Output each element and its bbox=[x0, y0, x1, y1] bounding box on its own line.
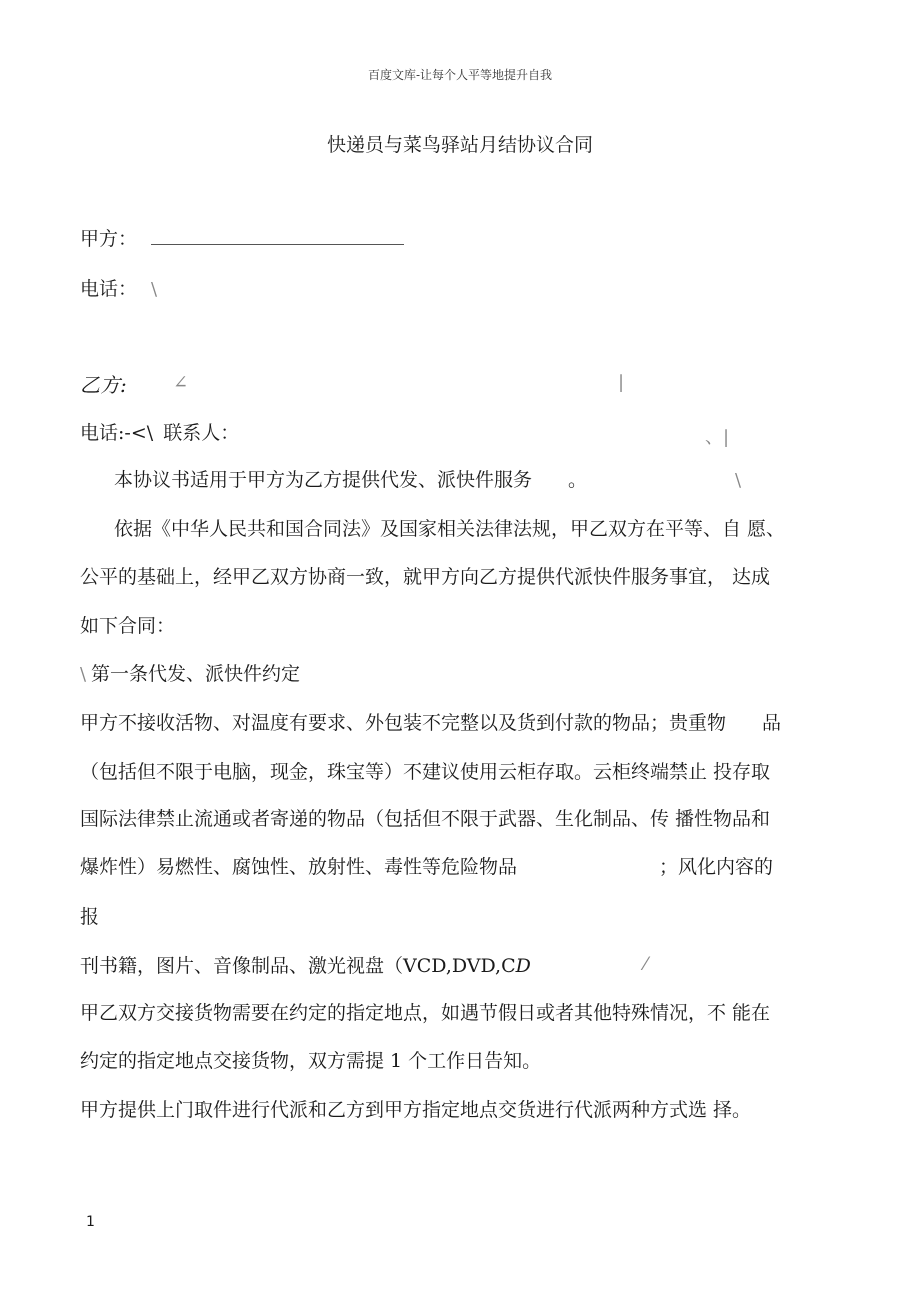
article-1-line-6-text: 刊书籍，图片、音像制品、激光视盘（VCD,DVD,C bbox=[80, 955, 516, 977]
article-1-line-1 bbox=[80, 714, 781, 733]
party-b-phone-line bbox=[80, 424, 239, 443]
stray-mark: ⁄ bbox=[644, 954, 648, 975]
article-1-line-5: 报 bbox=[80, 906, 100, 928]
article-1-line-1-tail: 品 bbox=[762, 712, 782, 734]
paragraph-basis-line-3: 如下合同： bbox=[80, 615, 176, 637]
stray-mark: \ bbox=[151, 279, 158, 300]
party-b-phone-label: 电话:-<\ bbox=[80, 422, 154, 444]
article-1-line-4-text: 爆炸性）易燃性、腐蚀性、放射性、毒性等危险物品 bbox=[80, 856, 518, 878]
party-a-phone-line bbox=[80, 280, 137, 299]
stray-mark: \ bbox=[80, 664, 87, 685]
article-1-line-6-tail: D bbox=[515, 955, 531, 977]
document-title: 快递员与菜鸟驿站月结协议合同 bbox=[326, 134, 593, 156]
article-1-line-3: 国际法律禁止流通或者寄递的物品（包括但不限于武器、生化制品、传 播性物品和 bbox=[80, 808, 771, 830]
party-a-phone-label: 电话： bbox=[80, 278, 138, 300]
stray-mark: ∠ bbox=[173, 372, 189, 393]
article-1-line-6 bbox=[80, 957, 531, 976]
article-1-line-9: 甲方提供上门取件进行代派和乙方到甲方指定地点交货进行代派两种方式选 择。 bbox=[80, 1099, 752, 1121]
article-1-line-4 bbox=[80, 858, 773, 877]
paragraph-scope-end: 。 bbox=[568, 469, 588, 491]
party-a-line bbox=[80, 230, 404, 249]
article-1-line-1-text: 甲方不接收活物、对温度有要求、外包装不完整以及货到付款的物品；贵重物 bbox=[80, 712, 727, 734]
stray-mark: \ bbox=[735, 470, 742, 491]
stray-mark: | bbox=[618, 372, 625, 393]
article-1-line-8: 约定的指定地点交接货物，双方需提 1 个工作日告知。 bbox=[80, 1050, 542, 1072]
article-1-line-7: 甲乙双方交接货物需要在约定的指定地点，如遇节假日或者其他特殊情况，不 能在 bbox=[80, 1002, 771, 1024]
party-b-contact-label: 联系人： bbox=[163, 422, 240, 444]
article-1-line-4-tail: ；风化内容的 bbox=[659, 856, 774, 878]
page-number: 1 bbox=[86, 1214, 95, 1230]
paragraph-scope-text: 本协议书适用于甲方为乙方提供代发、派快件服务 bbox=[114, 469, 533, 491]
page-header: 百度文库-让每个人平等地提升自我 bbox=[367, 68, 553, 82]
party-a-label: 甲方： bbox=[80, 228, 138, 250]
party-b-label: 乙方: bbox=[80, 373, 127, 397]
party-a-blank bbox=[151, 230, 404, 245]
paragraph-basis-line-2: 公平的基础上，经甲乙双方协商一致，就甲方向乙方提供代派快件服务事宜， 达成 bbox=[80, 566, 771, 588]
article-1-title: 第一条代发、派快件约定 bbox=[91, 663, 301, 685]
stray-mark: 、| bbox=[705, 427, 730, 448]
article-1-line-2: （包括但不限于电脑，现金，珠宝等）不建议使用云柜存取。云柜终端禁止 投存取 bbox=[80, 761, 771, 783]
paragraph-basis-line-1: 依据《中华人民共和国合同法》及国家相关法律法规，甲乙双方在平等、自 愿、 bbox=[114, 518, 786, 540]
paragraph-scope bbox=[114, 471, 587, 490]
